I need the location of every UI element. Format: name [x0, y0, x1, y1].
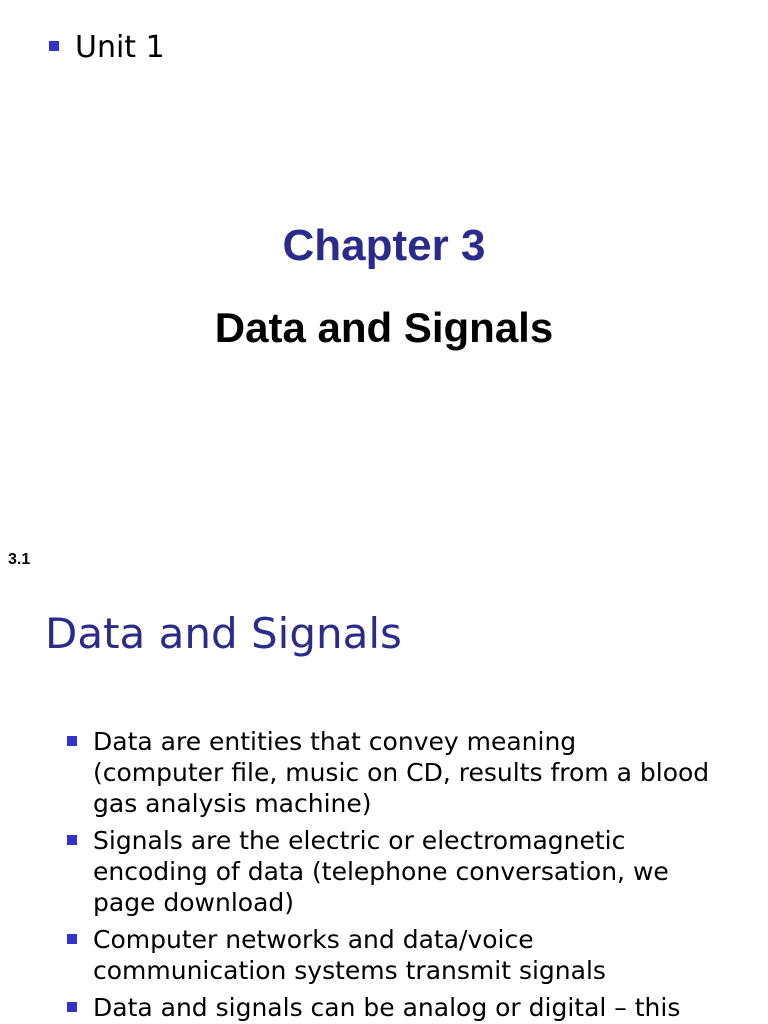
bullet-text: Data and signals can be analog or digital – this: [93, 993, 681, 1022]
bullet-list: [0, 726, 768, 1024]
bullet-text: Data are entities that convey meaning (computer file, music on CD, results from a blood gas analysis machine): [93, 727, 710, 818]
bullet-item: [0, 825, 713, 918]
slide-number: 3.1: [8, 551, 31, 568]
square-bullet-icon: [67, 1002, 77, 1012]
bullet-item: [0, 992, 713, 1023]
square-bullet-icon: [67, 736, 77, 746]
section-heading: Data and Signals: [45, 609, 402, 658]
unit-label: Unit 1: [75, 30, 165, 65]
bullet-text: Signals are the electric or electromagnetic encoding of data (telephone conversation, we page download): [93, 826, 669, 917]
square-bullet-icon: [49, 41, 59, 51]
chapter-title: Chapter 3: [282, 221, 486, 270]
bullet-item: [0, 726, 713, 819]
bullet-item: [0, 924, 713, 986]
square-bullet-icon: [67, 835, 77, 845]
square-bullet-icon: [67, 934, 77, 944]
bullet-text: Computer networks and data/voice communication systems transmit signals: [93, 925, 606, 985]
chapter-subtitle: Data and Signals: [214, 304, 554, 351]
